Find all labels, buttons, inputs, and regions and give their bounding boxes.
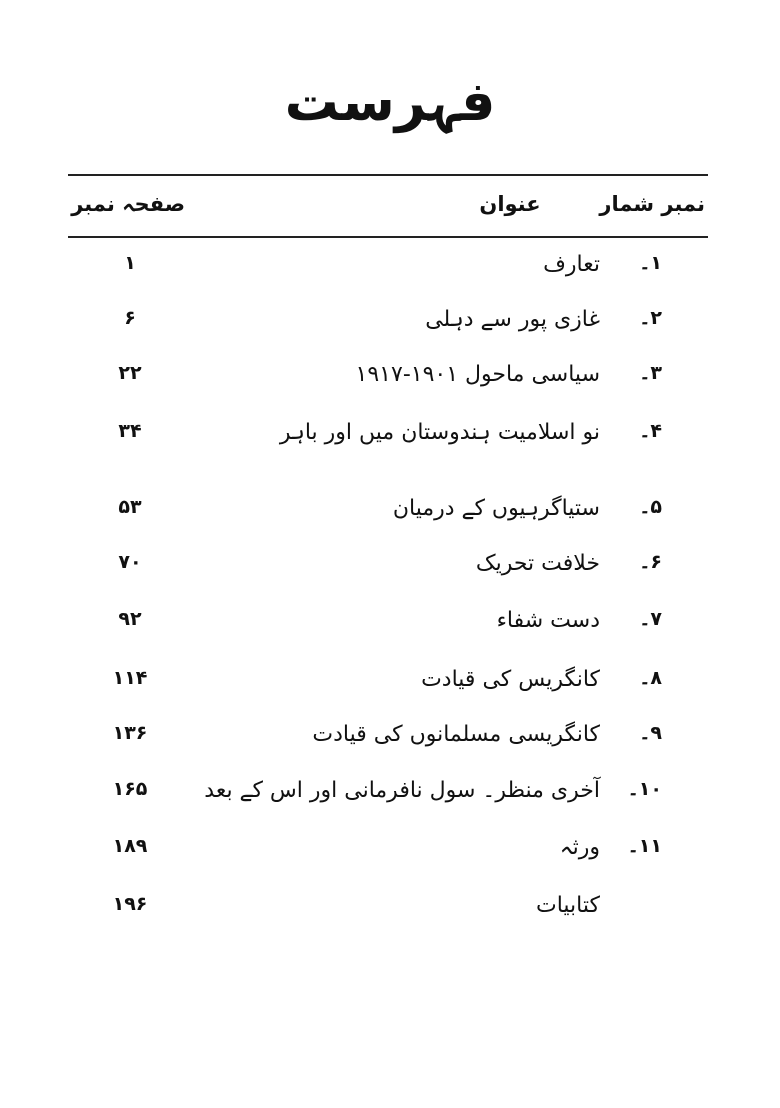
entry-title: ورثہ — [559, 835, 600, 860]
entry-page-number: ۱۳۶ — [112, 722, 148, 744]
entry-page-number: ۱۸۹ — [112, 835, 148, 857]
toc-entry — [0, 893, 780, 933]
entry-number: ۹۔ — [639, 722, 662, 744]
toc-entry — [0, 420, 780, 460]
entry-page-number: ۱ — [124, 252, 136, 274]
entry-page-number: ۵۳ — [118, 496, 142, 518]
entry-page-number: ۹۲ — [118, 608, 142, 630]
entry-title: تعارف — [543, 252, 600, 277]
entry-title: کتابیات — [536, 893, 600, 918]
entry-title: خلافت تحریک — [475, 551, 600, 576]
entry-number: ۱۱۔ — [627, 835, 662, 857]
entry-page-number: ۲۲ — [118, 362, 142, 384]
toc-entry — [0, 778, 780, 818]
header-topic: عنوان — [479, 192, 541, 216]
entry-title: کانگریس کی قیادت — [421, 667, 600, 692]
entry-page-number: ۶ — [124, 307, 136, 329]
entry-page-number: ۷۰ — [118, 551, 142, 573]
entry-title: غازی پور سے دہلی — [425, 307, 600, 332]
entry-page-number: ۱۱۴ — [112, 667, 148, 689]
entry-number: ۸۔ — [639, 667, 662, 689]
entry-page-number: ۱۶۵ — [112, 778, 148, 800]
header-bottom-rule — [68, 236, 708, 238]
entry-number: ۳۔ — [639, 362, 662, 384]
toc-entry — [0, 362, 780, 402]
entry-title: سیاسی ماحول ۱۹۰۱-۱۹۱۷ — [355, 362, 600, 387]
entry-page-number: ۳۴ — [118, 420, 142, 442]
entry-number: ۱۰۔ — [627, 778, 662, 800]
toc-entry — [0, 252, 780, 292]
toc-entry — [0, 551, 780, 591]
toc-entry — [0, 667, 780, 707]
entry-number: ۷۔ — [639, 608, 662, 630]
entry-number: ۱۔ — [639, 252, 662, 274]
toc-entry — [0, 496, 780, 536]
header-page-number: صفحہ نمبر — [71, 192, 185, 216]
entry-title: نو اسلامیت ہندوستان میں اور باہر — [279, 420, 600, 445]
toc-entry — [0, 307, 780, 347]
page-title: فہرست — [284, 70, 496, 133]
header-serial-number: نمبر شمار — [599, 192, 705, 216]
header-top-rule — [68, 174, 708, 176]
entry-page-number: ۱۹۶ — [112, 893, 148, 915]
entry-number: ۶۔ — [639, 551, 662, 573]
entry-number: ۲۔ — [639, 307, 662, 329]
toc-entry — [0, 835, 780, 875]
entry-number: ۵۔ — [639, 496, 662, 518]
toc-entry — [0, 722, 780, 762]
entry-title: آخری منظر۔ سول نافرمانی اور اس کے بعد — [204, 778, 600, 803]
entry-number: ۴۔ — [639, 420, 662, 442]
toc-entry — [0, 608, 780, 648]
entry-title: کانگریسی مسلمانوں کی قیادت — [312, 722, 600, 747]
entry-title: دست شفاء — [496, 608, 600, 633]
entry-title: ستیاگرہیوں کے درمیان — [392, 496, 600, 521]
